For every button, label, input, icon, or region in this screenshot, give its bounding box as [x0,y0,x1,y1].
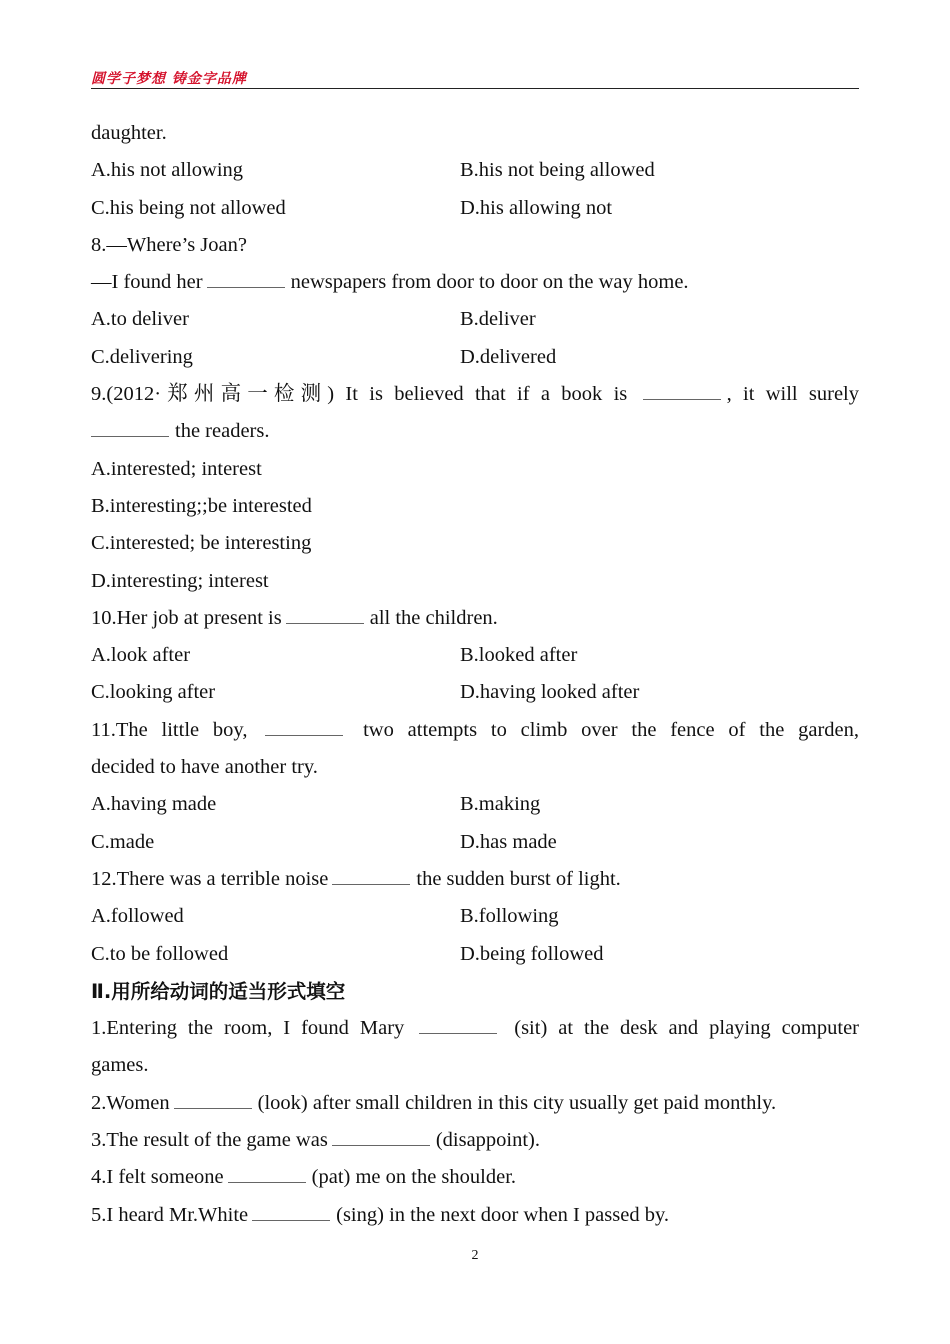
q8-pre: —I found her [91,271,203,294]
q10-option-a: A.look after [91,644,191,667]
q7-tail: daughter. [91,122,167,144]
q12-option-c: C.to be followed [91,942,229,965]
fill3-post: (disappoint). [435,1129,541,1152]
q12-pre: 12.There was a terrible noise [91,867,329,890]
q9-pre: 9.(2012·郑州高一检测) It is believed that if a book is [91,383,628,406]
page-header [91,64,859,89]
fill1-post: (sit) at the desk and playing computer [514,1017,859,1040]
fill3-line [91,1122,859,1159]
q10-line [91,600,859,637]
section2-title: Ⅱ.用所给动词的适当形式填空 [91,979,346,1003]
fill1-blank[interactable] [419,1011,497,1034]
q9-option-c: C.interested; be interesting [91,532,312,555]
q7-options-row2 [91,190,859,227]
q11-option-c: C.made [91,830,155,853]
fill4-line [91,1159,859,1196]
q11-option-d: D.has made [460,830,557,853]
q8-option-c: C.delivering [91,345,193,368]
q12-post: the sudden burst of light. [416,867,621,890]
q9-mid: , it will surely [726,383,859,406]
q9-line2 [91,413,859,450]
q11-option-a: A.having made [91,793,217,816]
exercise-content [91,115,859,1234]
fill1-pre: 1.Entering the room, I found Mary [91,1017,405,1040]
fill4-post: (pat) me on the shoulder. [311,1166,517,1189]
q10-options-row1 [91,637,859,674]
fill5-blank[interactable] [252,1198,330,1221]
q8-blank[interactable] [207,265,285,288]
q10-pre: 10.Her job at present is [91,606,282,629]
q12-option-b: B.following [460,905,559,928]
q11-option-b: B.making [460,793,541,816]
q11-pre: 11.The little boy, [91,718,248,741]
q9-blank2[interactable] [91,414,169,437]
q9-post: the readers. [175,420,270,443]
q11-line1 [91,712,859,749]
fill1-line1 [91,1010,859,1047]
fill2-line [91,1085,859,1122]
q9-option-b: B.interesting;;be interested [91,494,312,517]
fill5-line [91,1197,859,1234]
q12-option-d: D.being followed [460,942,604,965]
q12-blank[interactable] [332,862,410,885]
q12-line [91,861,859,898]
q10-post: all the children. [369,606,498,629]
fill4-pre: 4.I felt someone [91,1166,224,1189]
q11-blank[interactable] [265,713,343,736]
q7-option-b: B.his not being allowed [460,159,655,182]
page-number: 2 [471,1248,479,1263]
q8-post: newspapers from door to door on the way home. [290,271,689,294]
q11-post: two attempts to climb over the fence of the garden, [363,718,860,741]
fill3-pre: 3.The result of the game was [91,1129,328,1152]
q12-options-row1 [91,898,859,935]
q7-option-a: A.his not allowing [91,159,244,182]
q9-option-d: D.interesting; interest [91,569,269,592]
q7-option-c: C.his being not allowed [91,196,286,219]
fill1-line2: games. [91,1054,149,1077]
q8-option-d: D.delivered [460,345,557,368]
q11-line2: decided to have another try. [91,756,318,779]
q9-line1 [91,376,859,413]
fill4-blank[interactable] [228,1160,306,1183]
q10-option-c: C.looking after [91,681,216,704]
fill2-pre: 2.Women [91,1091,170,1114]
q8-option-a: A.to deliver [91,308,189,331]
q10-option-d: D.having looked after [460,681,640,704]
fill3-blank[interactable] [332,1123,430,1146]
fill5-post: (sing) in the next door when I passed by. [336,1203,669,1226]
fill2-blank[interactable] [174,1086,252,1109]
q12-options-row2 [91,936,859,973]
header-slogan: 圆学子梦想 铸金字品牌 [91,71,247,87]
q11-options-row2 [91,824,859,861]
q10-options-row2 [91,674,859,711]
q8-line2 [91,264,859,301]
q8-options-row1 [91,301,859,338]
q8-options-row2 [91,339,859,376]
q8-line1: 8.—Where’s Joan? [91,233,247,256]
q9-blank1[interactable] [643,377,721,400]
q12-option-a: A.followed [91,905,184,928]
fill5-pre: 5.I heard Mr.White [91,1203,249,1226]
q11-options-row1 [91,786,859,823]
q10-option-b: B.looked after [460,644,578,667]
q7-options-row1 [91,152,859,189]
q7-option-d: D.his allowing not [460,196,613,219]
q8-option-b: B.deliver [460,308,536,331]
q9-option-a: A.interested; interest [91,457,262,480]
fill2-post: (look) after small children in this city usually get paid monthly. [257,1091,777,1114]
q10-blank[interactable] [286,601,364,624]
